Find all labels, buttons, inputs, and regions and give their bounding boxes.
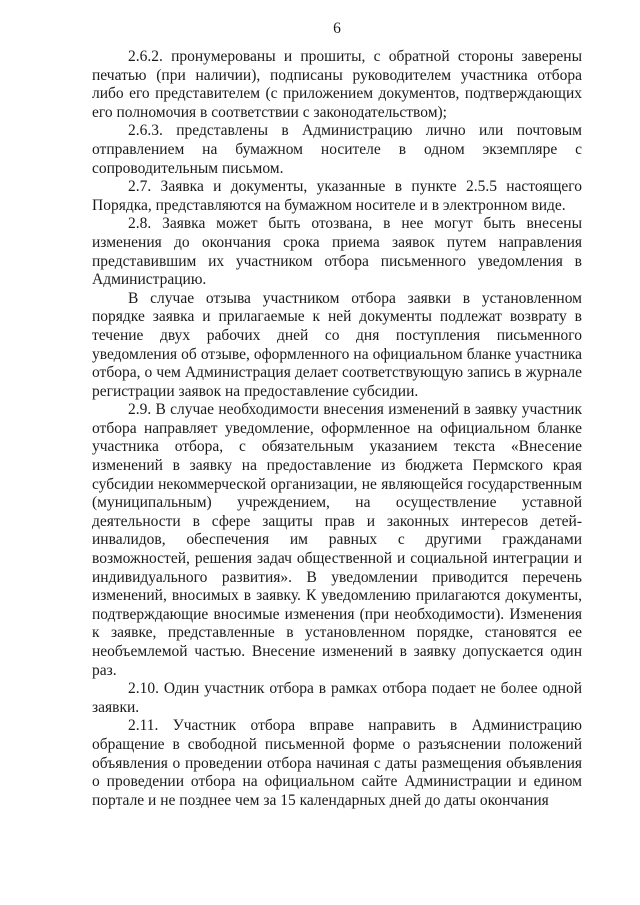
paragraph-2-11: 2.11. Участник отбора вправе направить в Администрацию обращение в свободной письменной форме о разъяснении положений объявления о проведении отбора начиная с даты размещения объявления о проведении отбора на официальном сайте Администрации и едином портале и не позднее чем за 15 календарных дней до даты окончания bbox=[92, 717, 582, 809]
paragraph-2-7: 2.7. Заявка и документы, указанные в пункте 2.5.5 настоящего Порядка, представляются на бумажном носителе и в электронном виде. bbox=[92, 178, 582, 214]
paragraph-withdrawal: В случае отзыва участником отбора заявки в установленном порядке заявка и прилагаемые к ней документы подлежат возврату в течение двух рабочих дней со дня поступления письменного уведомления об отзыве, оформленного на официальном бланке участника отбора, о чем Администрация делает соответствующую запись в журнале регистрации заявок на предоставление субсидии. bbox=[92, 289, 582, 400]
document-page bbox=[92, 0, 582, 905]
page-number: 6 bbox=[333, 20, 341, 37]
paragraph-2-10: 2.10. Один участник отбора в рамках отбора подает не более одной заявки. bbox=[92, 680, 582, 716]
document-body bbox=[92, 48, 582, 810]
paragraph-2-9: 2.9. В случае необходимости внесения изменений в заявку участник отбора направляет уведомление, оформленное на официальном бланке участника отбора, с обязательным указанием текста «Внесение изменений в заявку на предоставление из бюджета Пермского края субсидии некоммерческой организации, не являющейся государственным (муниципальным) учреждением, на осуществление уставной деятельности в сфере защиты прав и законных интересов детей-инвалидов, обеспечения им равных с другими гражданами возможностей, решения задач общественной и социальной интеграции и индивидуального развития». В уведомлении приводится перечень изменений, вносимых в заявку. К уведомлению прилагаются документы, подтверждающие вносимые изменения (при необходимости). Изменения к заявке, представленные в установленном порядке, становятся ее необъемлемой частью. Внесение изменений в заявку допускается один раз. bbox=[92, 401, 582, 679]
paragraph-2-8: 2.8. Заявка может быть отозвана, в нее могут быть внесены изменения до окончания срока приема заявок путем направления представившим их участником отбора письменного уведомления в Администрацию. bbox=[92, 215, 582, 289]
paragraph-2-6-3: 2.6.3. представлены в Администрацию лично или почтовым отправлением на бумажном носителе в одном экземпляре с сопроводительным письмом. bbox=[92, 122, 582, 177]
paragraph-2-6-2: 2.6.2. пронумерованы и прошиты, с обратной стороны заверены печатью (при наличии), подписаны руководителем участника отбора либо его представителем (с приложением документов, подтверждающих его полномочия в соответствии с законодательством); bbox=[92, 48, 582, 121]
